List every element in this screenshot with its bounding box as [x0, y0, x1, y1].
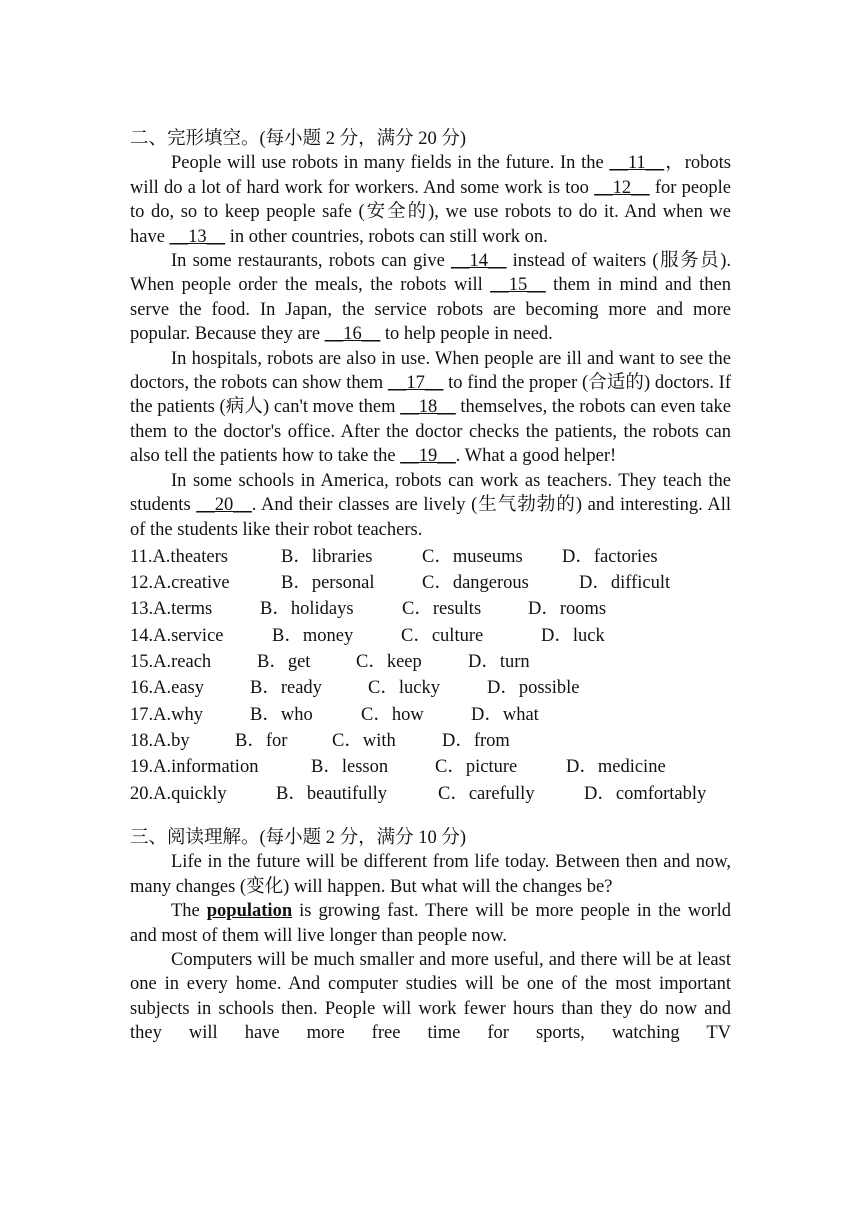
option-b: B．personal	[281, 573, 375, 594]
option-a: 18.A.by	[130, 730, 190, 751]
passage-text: instead of waiters (服务员). When people order the meals, the robots will	[130, 251, 731, 296]
passage-text: In some restaurants, robots can give	[171, 251, 451, 272]
option-a: 17.A.why	[130, 704, 203, 725]
option-row-19	[130, 754, 731, 780]
reading-passage	[130, 850, 731, 1045]
cloze-paragraph	[130, 151, 731, 249]
passage-text: People will use robots in many fields in the future. In the	[171, 153, 610, 174]
option-row-14	[130, 623, 731, 649]
passage-text: themselves, the robots can even take them to the doctor's office. After the doctor checks the patients, the robots can also tell the patients how to take the	[130, 397, 732, 467]
option-a: 12.A.creative	[130, 573, 230, 594]
option-row-13	[130, 597, 731, 623]
option-b: B．libraries	[281, 546, 373, 567]
passage-text: in other countries, robots can still work on.	[225, 226, 548, 247]
option-d: D．factories	[562, 546, 658, 567]
option-row-17	[130, 702, 731, 728]
option-a: 20.A.quickly	[130, 783, 227, 804]
reading-paragraph	[130, 948, 731, 1046]
option-a: 13.A.terms	[130, 599, 213, 620]
option-a: 14.A.service	[130, 625, 224, 646]
option-b: B．ready	[250, 678, 322, 699]
option-c: C．dangerous	[422, 573, 529, 594]
option-c: C．museums	[422, 546, 523, 567]
blank-number: __20__	[196, 495, 252, 516]
option-d: D．from	[442, 730, 510, 751]
passage-text: Life in the future will be different from life today. Between then and now, many changes (变化) will happen. But what will the changes be?	[130, 852, 731, 897]
reading-heading: 三、阅读理解。(每小题 2 分，满分 10 分)	[130, 827, 467, 848]
option-c: C．carefully	[438, 783, 535, 804]
blank-number: __19__	[400, 446, 456, 467]
option-b: B．who	[250, 704, 313, 725]
cloze-heading: 二、完形填空。(每小题 2 分，满分 20 分)	[130, 129, 467, 149]
blank-number: __18__	[400, 397, 456, 418]
option-c: C．results	[402, 599, 482, 620]
passage-text: them in mind and then serve the food. In Japan, the service robots are becoming more and more popular. Because they are	[130, 275, 731, 345]
passage-text: is growing fast. There will be more people in the world and most of them will live longer than people now.	[130, 901, 731, 946]
option-row-18	[130, 728, 731, 754]
option-b: B．money	[272, 625, 354, 646]
option-row-20	[130, 781, 731, 807]
blank-number: __13__	[169, 226, 226, 247]
option-b: B．holidays	[260, 599, 354, 620]
option-a: 16.A.easy	[130, 678, 204, 699]
option-c: C．with	[332, 730, 396, 751]
blank-number: __16__	[324, 324, 381, 345]
option-d: D．comfortably	[584, 783, 707, 804]
option-d: D．medicine	[566, 757, 666, 778]
option-d: D．possible	[487, 678, 580, 699]
option-row-15	[130, 649, 731, 675]
option-a: 11.A.theaters	[130, 546, 228, 567]
passage-text: In hospitals, robots are also in use. When people are ill and want to see the doctors, the robots can show them	[130, 348, 731, 394]
option-c: C．how	[361, 704, 424, 725]
cloze-options	[130, 544, 731, 807]
reading-section	[130, 826, 731, 1046]
cloze-paragraph	[130, 347, 731, 469]
option-d: D．turn	[468, 652, 530, 673]
passage-text: for people to do, so to keep people safe (安全的), we use robots to do it. And when we have	[130, 177, 731, 247]
passage-text: to find the proper (合适的) doctors. If the patients (病人) can't move them	[130, 373, 731, 418]
option-b: B．beautifully	[276, 783, 387, 804]
keyword: population	[206, 901, 293, 922]
cloze-paragraph	[130, 249, 731, 347]
option-row-16	[130, 675, 731, 701]
option-c: C．picture	[435, 757, 518, 778]
blank-number: __11__	[609, 153, 665, 174]
option-c: C．keep	[356, 652, 422, 673]
section-gap	[130, 807, 731, 826]
option-d: D．what	[471, 704, 539, 725]
blank-number: __17__	[387, 373, 444, 394]
blank-number: __15__	[490, 275, 546, 296]
option-d: D．difficult	[579, 573, 671, 594]
option-d: D．luck	[541, 625, 605, 646]
option-b: B．get	[257, 652, 311, 673]
option-a: 19.A.information	[130, 757, 259, 778]
passage-text: ，robots will do a lot of hard work for workers. And some work is too	[130, 153, 731, 198]
blank-number: __14__	[450, 251, 507, 272]
passage-text: The	[171, 901, 207, 922]
passage-text: . What a good helper!	[455, 446, 617, 467]
option-b: B．for	[235, 730, 288, 751]
passage-text: to help people in need.	[380, 324, 553, 345]
reading-paragraph	[130, 850, 731, 899]
cloze-paragraph	[130, 469, 731, 542]
reading-paragraph	[130, 899, 731, 948]
passage-text: . And their classes are lively (生气勃勃的) and interesting. All of the students like their robot teachers.	[130, 495, 732, 540]
option-d: D．rooms	[528, 599, 607, 620]
blank-number: __12__	[594, 177, 650, 198]
passage-text: In some schools in America, robots can work as teachers. They teach the students	[130, 470, 731, 516]
option-c: C．lucky	[368, 678, 440, 699]
passage-text: Computers will be much smaller and more useful, and there will be at least one in every home. And computer studies will be one of the most important subjects in schools then. People will work fewer hours than they do now and they will have more free time for sports, watching TV	[130, 949, 731, 1044]
option-row-12	[130, 570, 731, 596]
cloze-passage	[130, 151, 731, 542]
exam-page	[130, 127, 731, 1046]
option-b: B．lesson	[311, 757, 389, 778]
cloze-section	[130, 127, 731, 807]
option-c: C．culture	[401, 625, 484, 646]
option-a: 15.A.reach	[130, 652, 212, 673]
option-row-11	[130, 544, 731, 570]
